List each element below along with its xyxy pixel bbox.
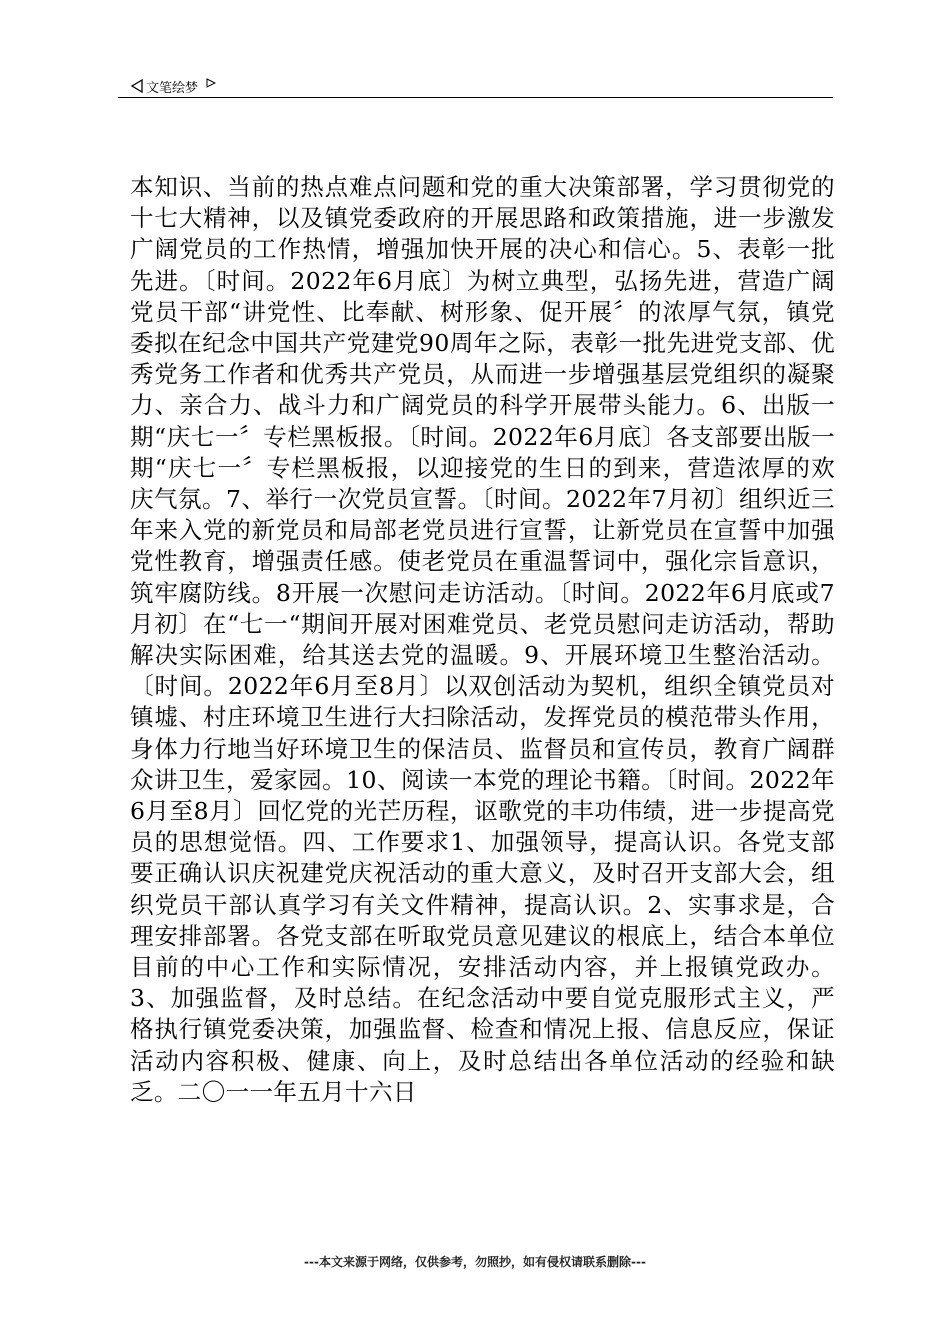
left-triangle-icon — [130, 79, 144, 93]
header-divider — [118, 97, 833, 98]
page-header — [130, 74, 833, 98]
document-body-paragraph: 本知识、当前的热点难点问题和党的重大决策部署，学习贯彻党的十七大精神，以及镇党委政府的开展思路和政策措施，进一步激发广阔党员的工作热情，增强加快开展的决心和信心。5、表彰一批先进。〔时间。2022年6月底〕为树立典型，弘扬先进，营造广阔党员干部“讲党性、比奉献、树形象、促开展〞的浓厚气氛，镇党委拟在纪念中国共产党建党90周年之际，表彰一批先进党支部、优秀党务工作者和优秀共产党员，从而进一步增强基层党组织的凝聚力、亲合力、战斗力和广阔党员的科学开展带头能力。6、出版一期“庆七一〞专栏黑板报。〔时间。2022年6月底〕各支部要出版一期“庆七一〞专栏黑板报，以迎接党的生日的到来，营造浓厚的欢庆气氛。7、举行一次党员宣誓。〔时间。2022年7月初〕组织近三年来入党的新党员和局部老党员进行宣誓，让新党员在宣誓中加强党性教育，增强责任感。使老党员在重温誓词中，强化宗旨意识，筑牢腐防线。8开展一次慰问走访活动。〔时间。2022年6月底或7月初〕在“七一“期间开展对困难党员、老党员慰问走访活动，帮助解决实际困难，给其送去党的温暖。9、开展环境卫生整治活动。〔时间。2022年6月至8月〕以双创活动为契机，组织全镇党员对镇墟、村庄环境卫生进行大扫除活动，发挥党员的模范带头作用，身体力行地当好环境卫生的保洁员、监督员和宣传员，教育广阔群众讲卫生，爱家园。10、阅读一本党的理论书籍。〔时间。2022年6月至8月〕回忆党的光芒历程，讴歌党的丰功伟绩，进一步提高党员的思想觉悟。四、工作要求1、加强领导，提高认识。各党支部要正确认识庆祝建党庆祝活动的重大意义，及时召开支部大会，组织党员干部认真学习有关文件精神，提高认识。2、实事求是，合理安排部署。各党支部在听取党员意见建议的根底上，结合本单位目前的中心工作和实际情况，安排活动内容，并上报镇党政办。3、加强监督，及时总结。在纪念活动中要自觉克服形式主义，严格执行镇党委决策，加强监督、检查和情况上报、信息反应，保证活动内容积极、健康、向上，及时总结出各单位活动的经验和缺乏。二〇一一年五月十六日 — [130, 173, 835, 1106]
header-title: 文笔绘梦 — [146, 80, 199, 96]
right-triangle-icon — [206, 78, 216, 88]
page-footer-disclaimer: ---本文来源于网络，仅供参考，勿照抄，如有侵权请联系删除--- — [304, 1255, 646, 1269]
